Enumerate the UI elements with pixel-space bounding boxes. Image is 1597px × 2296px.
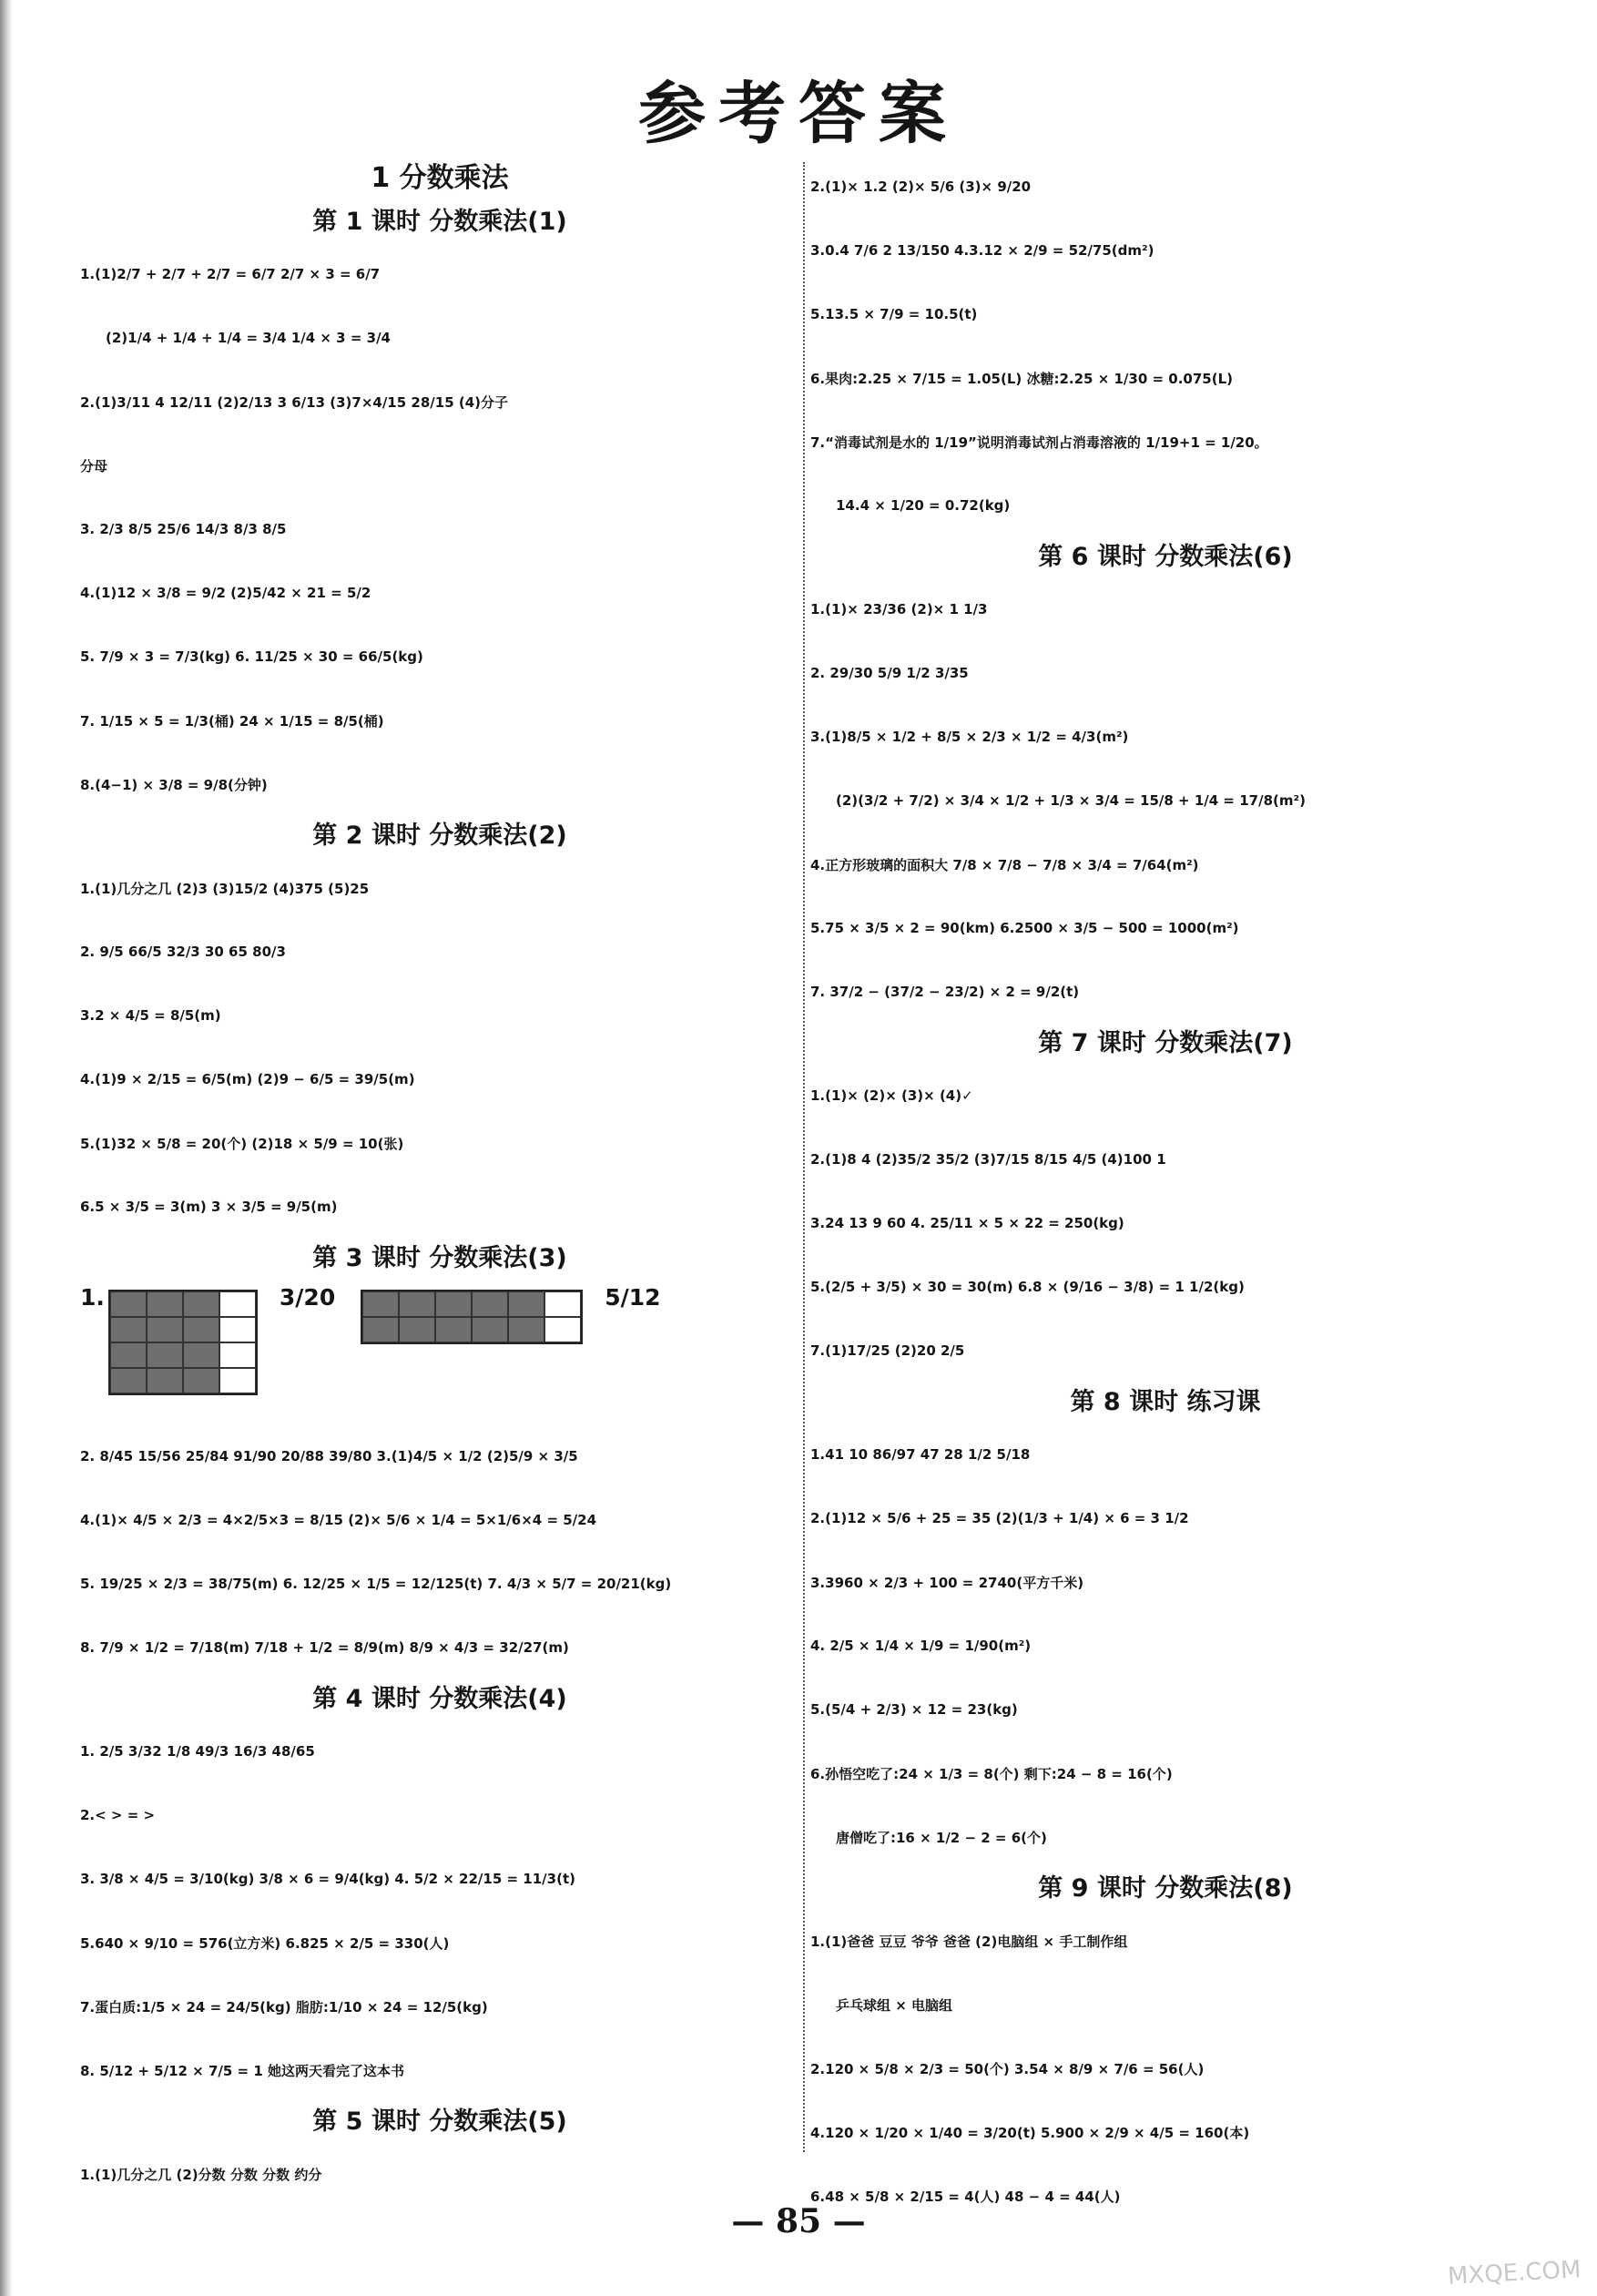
page-number: — 85 — [731, 2202, 866, 2240]
grid-cell [219, 1291, 256, 1317]
answer-line: 分母 [80, 457, 108, 475]
grid-cell [110, 1368, 147, 1393]
shaded-grids [80, 1284, 799, 1421]
answer-line: 1. 2/5 3/32 1/8 49/3 16/3 48/65 [80, 1743, 315, 1760]
grid-cell [362, 1291, 399, 1317]
answer-line: 1.(1)2/7 + 2/7 + 2/7 = 6/7 2/7 × 3 = 6/7 [80, 266, 381, 282]
answer-line: 5.(5/4 + 2/3) × 12 = 23(kg) [810, 1701, 1018, 1718]
grid-cell [110, 1342, 147, 1368]
answer-line: 8.(4−1) × 3/8 = 9/8(分钟) [80, 776, 268, 793]
grid-cell [110, 1291, 147, 1317]
section-heading: 第 6 课时 分数乘法(6) [1038, 543, 1293, 571]
section-heading: 第 2 课时 分数乘法(2) [312, 821, 567, 850]
scan-edge [0, 0, 13, 2296]
answer-line: 1.(1)几分之几 (2)分数 分数 分数 约分 [80, 2166, 322, 2183]
grid-cell [399, 1317, 435, 1342]
grid-cell [544, 1291, 581, 1317]
answer-line: 7.“消毒试剂是水的 1/19”说明消毒试剂占消毒溶液的 1/19+1 = 1/20。 [810, 434, 1268, 451]
grid-cell [183, 1317, 219, 1342]
grid-cell [183, 1291, 219, 1317]
answer-line: 5. 7/9 × 3 = 7/3(kg) 6. 11/25 × 30 = 66/5(kg) [80, 648, 423, 665]
answer-line: 7.蛋白质:1/5 × 24 = 24/5(kg) 脂肪:1/10 × 24 = 12/5(kg) [80, 1998, 488, 2015]
grid-label: 3/20 [279, 1284, 336, 1311]
grid-5-12 [361, 1290, 583, 1344]
answer-line: 5.13.5 × 7/9 = 10.5(t) [810, 306, 978, 322]
answer-line: 6.48 × 5/8 × 2/15 = 4(人) 48 − 4 = 44(人) [810, 2188, 1121, 2205]
grid-cell [147, 1317, 183, 1342]
answer-line: 8. 5/12 + 5/12 × 7/5 = 1 她这两天看完了这本书 [80, 2062, 404, 2079]
answer-line: 6.5 × 3/5 = 3(m) 3 × 3/5 = 9/5(m) [80, 1199, 338, 1215]
grid-cell [472, 1291, 508, 1317]
grid-cell [147, 1342, 183, 1368]
section-heading: 第 9 课时 分数乘法(8) [1038, 1874, 1293, 1903]
answer-line: 2.(1)8 4 (2)35/2 35/2 (3)7/15 8/15 4/5 (4)100 1 [810, 1151, 1166, 1168]
section-heading: 第 3 课时 分数乘法(3) [312, 1244, 567, 1272]
answer-line: 4.正方形玻璃的面积大 7/8 × 7/8 − 7/8 × 3/4 = 7/64(m²) [810, 856, 1199, 873]
grid-cell [435, 1317, 472, 1342]
grid-cell [544, 1317, 581, 1342]
answer-line: 乒乓球组 × 电脑组 [836, 1996, 953, 2014]
answer-line: 3. 2/3 8/5 25/6 14/3 8/3 8/5 [80, 521, 287, 537]
answer-line: 1.41 10 86/97 47 28 1/2 5/18 [810, 1446, 1031, 1463]
section-heading: 第 7 课时 分数乘法(7) [1038, 1029, 1293, 1057]
answer-line: 7.(1)17/25 (2)20 2/5 [810, 1342, 965, 1359]
answer-line: 5.(2/5 + 3/5) × 30 = 30(m) 6.8 × (9/16 − 3/8) = 1 1/2(kg) [810, 1279, 1245, 1295]
section-heading: 第 8 课时 练习课 [1070, 1388, 1261, 1416]
column-divider [803, 162, 805, 2152]
answer-line: 7. 1/15 × 5 = 1/3(桶) 24 × 1/15 = 8/5(桶) [80, 712, 384, 730]
grid-cell [110, 1317, 147, 1342]
right-column [810, 155, 1521, 2228]
grid-cell [219, 1342, 256, 1368]
grid-cell [219, 1368, 256, 1393]
grid-label: 5/12 [605, 1284, 661, 1311]
answer-line: 4.(1)12 × 3/8 = 9/2 (2)5/42 × 21 = 5/2 [80, 585, 371, 601]
grid-cell [183, 1342, 219, 1368]
grid-cell [362, 1317, 399, 1342]
answer-line: 2.(1)3/11 4 12/11 (2)2/13 3 6/13 (3)7×4/15 28/15 (4)分子 [80, 393, 508, 411]
answer-line: 3.2 × 4/5 = 8/5(m) [80, 1007, 221, 1024]
answer-line: 2. 29/30 5/9 1/2 3/35 [810, 665, 969, 681]
answer-line: 4. 2/5 × 1/4 × 1/9 = 1/90(m²) [810, 1638, 1032, 1654]
answer-line: 2.120 × 5/8 × 2/3 = 50(个) 3.54 × 8/9 × 7/6 = 56(人) [810, 2060, 1205, 2077]
left-column [80, 155, 799, 2206]
answer-line: 5.75 × 3/5 × 2 = 90(km) 6.2500 × 3/5 − 500 = 1000(m²) [810, 920, 1239, 936]
answer-line: 2. 8/45 15/56 25/84 91/90 20/88 39/80 3.(1)4/5 × 1/2 (2)5/9 × 3/5 [80, 1448, 578, 1464]
grid-cell [183, 1368, 219, 1393]
grid-cell [435, 1291, 472, 1317]
section-heading: 第 4 课时 分数乘法(4) [312, 1685, 567, 1713]
item-number: 1. [80, 1284, 105, 1311]
grid-cell [508, 1291, 544, 1317]
section-heading: 第 1 课时 分数乘法(1) [312, 208, 567, 236]
answer-line: 1.(1)几分之几 (2)3 (3)15/2 (4)375 (5)25 [80, 880, 370, 897]
answer-line: 3. 3/8 × 4/5 = 3/10(kg) 3/8 × 6 = 9/4(kg) 4. 5/2 × 22/15 = 11/3(t) [80, 1871, 575, 1887]
answer-line: 6.果肉:2.25 × 7/15 = 1.05(L) 冰糖:2.25 × 1/30 = 0.075(L) [810, 370, 1233, 387]
answer-line: 3.3960 × 2/3 + 100 = 2740(平方千米) [810, 1574, 1084, 1591]
answer-line: 5.640 × 9/10 = 576(立方米) 6.825 × 2/5 = 330(人) [80, 1934, 450, 1952]
grid-cell [399, 1291, 435, 1317]
answer-line: 1.(1)× (2)× (3)× (4)✓ [810, 1087, 973, 1104]
watermark: MXQE.COM [1446, 2256, 1582, 2291]
answer-line: (2)1/4 + 1/4 + 1/4 = 3/4 1/4 × 3 = 3/4 [106, 330, 391, 346]
answer-line: 5. 19/25 × 2/3 = 38/75(m) 6. 12/25 × 1/5 = 12/125(t) 7. 4/3 × 5/7 = 20/21(kg) [80, 1576, 672, 1592]
answer-line: 4.120 × 1/20 × 1/40 = 3/20(t) 5.900 × 2/9 × 4/5 = 160(本) [810, 2124, 1250, 2141]
answer-line: (2)(3/2 + 7/2) × 3/4 × 1/2 + 1/3 × 3/4 = 15/8 + 1/4 = 17/8(m²) [836, 792, 1306, 809]
answer-line: 4.(1)9 × 2/15 = 6/5(m) (2)9 − 6/5 = 39/5(m) [80, 1071, 415, 1087]
answer-line: 1.(1)× 23/36 (2)× 1 1/3 [810, 601, 988, 617]
answer-line: 1.(1)爸爸 豆豆 爷爷 爸爸 (2)电脑组 × 手工制作组 [810, 1933, 1128, 1950]
grid-cell [508, 1317, 544, 1342]
answer-line: 2.(1)12 × 5/6 + 25 = 35 (2)(1/3 + 1/4) × 6 = 3 1/2 [810, 1510, 1189, 1526]
answer-line: 3.0.4 7/6 2 13/150 4.3.12 × 2/9 = 52/75(dm²) [810, 242, 1155, 259]
answer-line: 5.(1)32 × 5/8 = 20(个) (2)18 × 5/9 = 10(张) [80, 1135, 404, 1152]
answer-line: 3.24 13 9 60 4. 25/11 × 5 × 22 = 250(kg) [810, 1215, 1124, 1231]
grid-3-20 [108, 1290, 258, 1395]
grid-cell [472, 1317, 508, 1342]
answer-line: 4.(1)× 4/5 × 2/3 = 4×2/5×3 = 8/15 (2)× 5/6 × 1/4 = 5×1/6×4 = 5/24 [80, 1512, 597, 1528]
page-title: 参考答案 [638, 75, 959, 153]
answer-line: 7. 37/2 − (37/2 − 23/2) × 2 = 9/2(t) [810, 984, 1080, 1000]
answer-line: 2.(1)× 1.2 (2)× 5/6 (3)× 9/20 [810, 179, 1032, 195]
answer-line: 2. 9/5 66/5 32/3 30 65 80/3 [80, 944, 286, 960]
answer-line: 6.孙悟空吃了:24 × 1/3 = 8(个) 剩下:24 − 8 = 16(个) [810, 1765, 1173, 1782]
answer-line: 8. 7/9 × 1/2 = 7/18(m) 7/18 + 1/2 = 8/9(m) 8/9 × 4/3 = 32/27(m) [80, 1639, 569, 1656]
answer-line: 3.(1)8/5 × 1/2 + 8/5 × 2/3 × 1/2 = 4/3(m²) [810, 729, 1129, 745]
answer-line: 14.4 × 1/20 = 0.72(kg) [836, 497, 1011, 514]
section-heading: 1 分数乘法 [371, 162, 509, 194]
answer-line: 2.< > = > [80, 1807, 156, 1823]
section-heading: 第 5 课时 分数乘法(5) [312, 2107, 567, 2136]
grid-cell [219, 1317, 256, 1342]
grid-cell [147, 1368, 183, 1393]
grid-cell [147, 1291, 183, 1317]
answer-line: 唐僧吃了:16 × 1/2 − 2 = 6(个) [836, 1829, 1047, 1846]
